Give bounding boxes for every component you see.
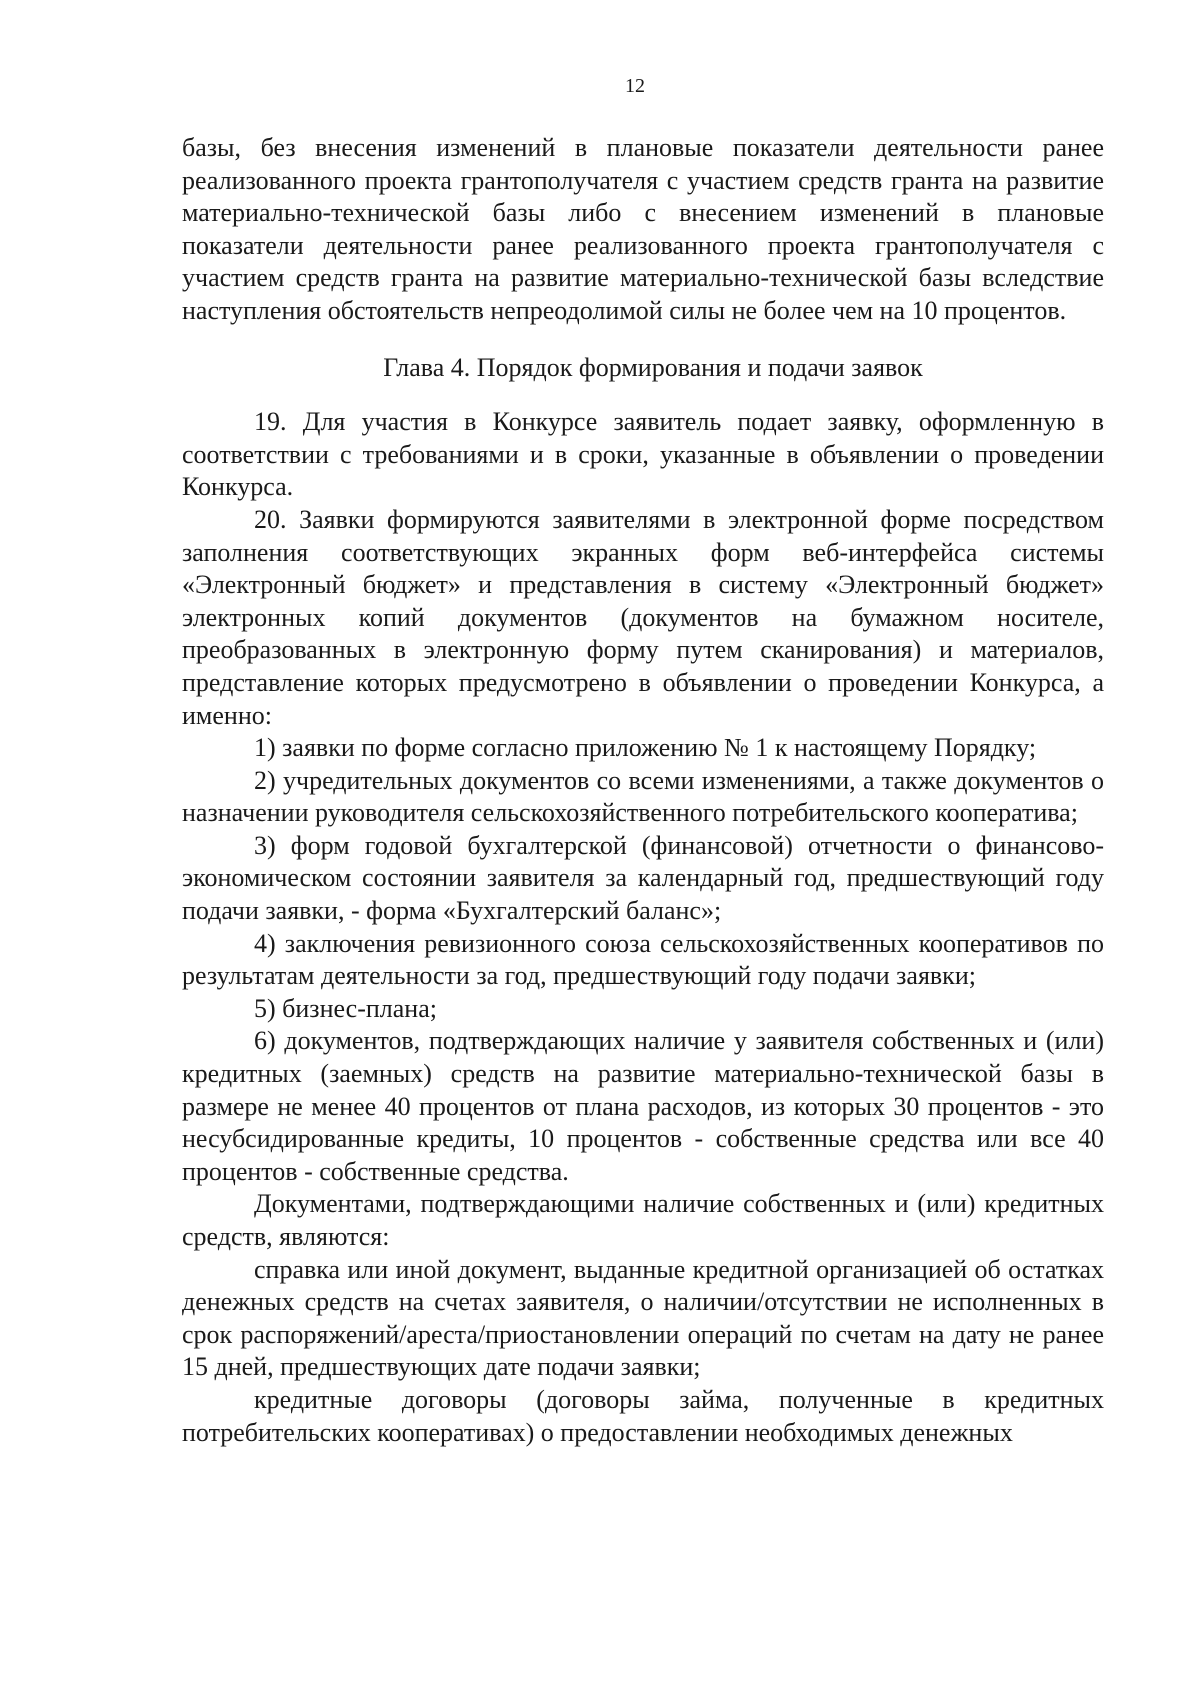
list-item-2: 2) учредительных документов со всеми изменениями, а также документов о назначении руководителя сельскохозяйственного потребительского кооператива; <box>182 765 1104 828</box>
chapter-heading: Глава 4. Порядок формирования и подачи заявок <box>383 352 923 382</box>
document-body <box>182 132 1104 1449</box>
paragraph-19: 19. Для участия в Конкурсе заявитель подает заявку, оформленную в соответствии с требованиями и в сроки, указанные в объявлении о проведении Конкурса. <box>182 407 1104 502</box>
paragraph-document-credit-agreements: кредитные договоры (договоры займа, полученные в кредитных потребительских кооперативах) о предоставлении необходимых денежных <box>182 1384 1104 1447</box>
list-item-3: 3) форм годовой бухгалтерской (финансовой) отчетности о финансово-экономическом состоянии заявителя за календарный год, предшествующий году подачи заявки, - форма «Бухгалтерский баланс»; <box>182 830 1104 926</box>
page-number: 12 <box>625 75 645 97</box>
paragraph-20: 20. Заявки формируются заявителями в электронной форме посредством заполнения соответствующих экранных форм веб-интерфейса системы «Электронный бюджет» и представления в систему «Электронный бюджет» электронных копий документов (документов на бумажном носителе, преобразованных в электронную форму путем сканирования) и материалов, представление которых предусмотрено в объявлении о проведении Конкурса, а именно: <box>182 504 1104 730</box>
list-item-1: 1) заявки по форме согласно приложению № 1 к настоящему Порядку; <box>254 733 1037 763</box>
paragraph-continuation: базы, без внесения изменений в плановые показатели деятельности ранее реализованного проекта грантополучателя с участием средств гранта на развитие материально-технической базы либо с внесением изменений в плановые показатели деятельности ранее реализованного проекта грантополучателя с участием средств гранта на развитие материально-технической базы вследствие наступления обстоятельств непреодолимой силы не более чем на 10 процентов. <box>182 133 1104 325</box>
list-item-6: 6) документов, подтверждающих наличие у заявителя собственных и (или) кредитных (заемных) средств на развитие материально-технической базы в размере не менее 40 процентов от плана расходов, из которых 30 процентов - это несубсидированные кредиты, 10 процентов - собственные средства или все 40 процентов - собственные средства. <box>182 1026 1104 1186</box>
list-item-4: 4) заключения ревизионного союза сельскохозяйственных кооперативов по результатам деятельности за год, предшествующий году подачи заявки; <box>182 928 1104 991</box>
list-item-5: 5) бизнес-плана; <box>254 993 437 1023</box>
paragraph-documents-intro: Документами, подтверждающими наличие собственных и (или) кредитных средств, являются: <box>182 1189 1104 1251</box>
paragraph-document-bank-statement: справка или иной документ, выданные кредитной организацией об остатках денежных средств на счетах заявителя, о наличии/отсутствии не исполненных в срок распоряжений/ареста/приостановлении операций по счетам на дату не ранее 15 дней, предшествующих дате подачи заявки; <box>182 1254 1104 1382</box>
